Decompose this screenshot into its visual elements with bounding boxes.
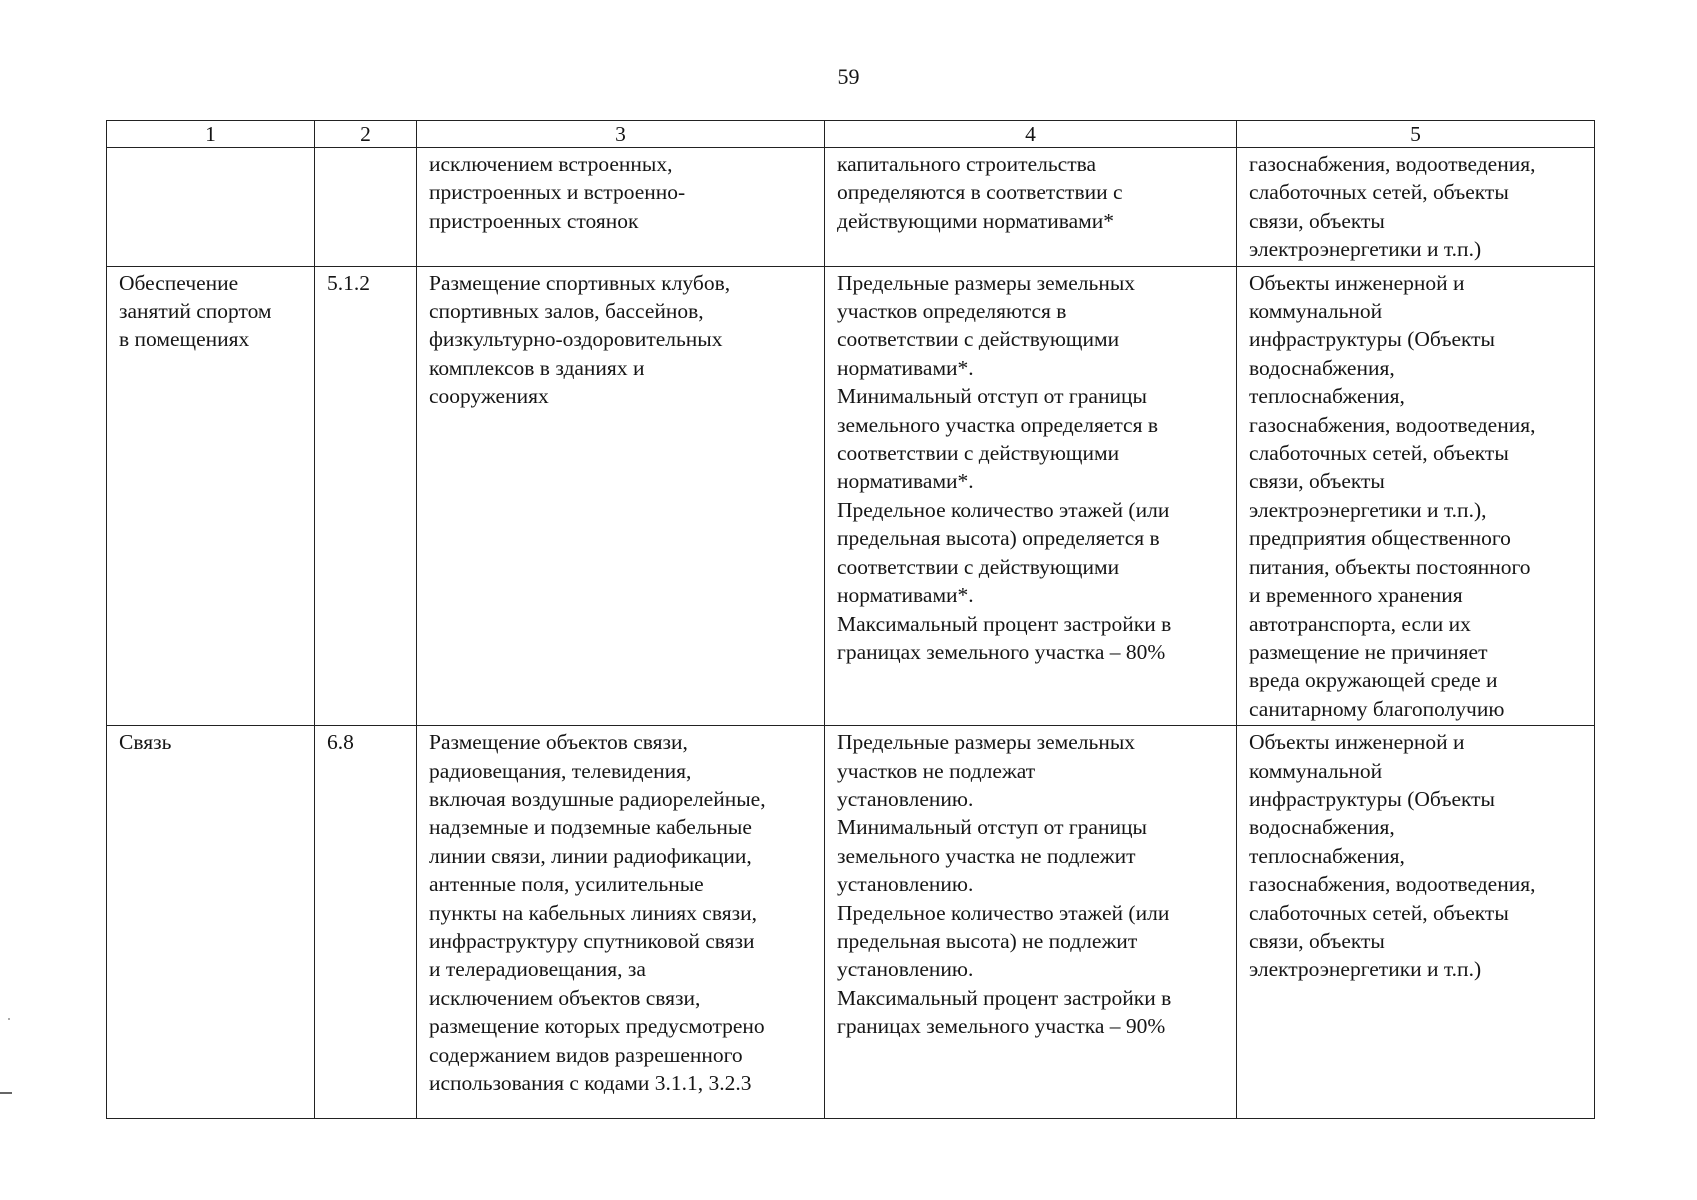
cell-text-line: определяются в соответствии с <box>837 180 1123 205</box>
cell-text-line: водоснабжения, <box>1249 815 1395 840</box>
use-description-cell <box>417 266 825 726</box>
land-use-table <box>106 120 1595 1119</box>
auxiliary-uses-cell <box>1237 726 1595 1119</box>
cell-text-line: границах земельного участка – 80% <box>837 639 1166 664</box>
cell-text-line: и временного хранения <box>1249 583 1463 608</box>
cell-text-line: 5.1.2 <box>327 270 370 295</box>
cell-text-line: предельная высота) определяется в <box>837 526 1160 551</box>
cell-text-line: водоснабжения, <box>1249 355 1395 380</box>
parameters-cell <box>825 266 1237 726</box>
cell-text-line: Максимальный процент застройки в <box>837 611 1172 636</box>
cell-text-line: Предельные размеры земельных <box>837 730 1136 755</box>
header-cell-1: 1 <box>107 121 315 148</box>
cell-text-line: участков определяются в <box>837 299 1067 324</box>
cell-text-line: предельная высота) не подлежит <box>837 928 1138 953</box>
cell-text-line: соответствии с действующими <box>837 554 1120 579</box>
cell-text-line: антенные поля, усилительные <box>429 872 704 897</box>
cell-text-line: земельного участка определяется в <box>837 412 1158 437</box>
use-code-cell <box>315 148 417 267</box>
cell-text-line: Размещение объектов связи, <box>429 730 688 755</box>
cell-text-line: электроэнергетики и т.п.), <box>1249 497 1487 522</box>
cell-text-line: Минимальный отступ от границы <box>837 384 1147 409</box>
header-cell-2: 2 <box>315 121 417 148</box>
cell-text-line: Минимальный отступ от границы <box>837 815 1147 840</box>
cell-text-line: капитального строительства <box>837 152 1097 176</box>
cell-text-line: слаботочных сетей, объекты <box>1249 180 1509 205</box>
use-code-cell <box>315 726 417 1119</box>
cell-text-line: установлению. <box>837 872 974 897</box>
cell-text-line: электроэнергетики и т.п.) <box>1249 957 1482 982</box>
cell-text-line: радиовещания, телевидения, <box>429 758 692 783</box>
cell-text-line: размещение которых предусмотрено <box>429 1014 765 1039</box>
auxiliary-uses-cell <box>1237 148 1595 267</box>
cell-text-line: Связь <box>119 730 172 755</box>
cell-text-line: линии связи, линии радиофикации, <box>429 843 752 868</box>
use-description-cell <box>417 726 825 1119</box>
scan-edge-mark <box>0 1092 12 1094</box>
table-header-row <box>107 121 1595 148</box>
cell-text-line: в помещениях <box>119 327 250 352</box>
cell-text-line: использования с кодами 3.1.1, 3.2.3 <box>429 1071 752 1095</box>
cell-text-line: 6.8 <box>327 730 354 755</box>
cell-text-line: нормативами*. <box>837 583 974 608</box>
cell-text-line: Максимальный процент застройки в <box>837 985 1172 1010</box>
cell-text-line: спортивных залов, бассейнов, <box>429 299 704 324</box>
use-description-cell <box>417 148 825 267</box>
cell-text-line: слаботочных сетей, объекты <box>1249 900 1509 925</box>
cell-text-line: инфраструктуры (Объекты <box>1249 786 1496 811</box>
cell-text-line: действующими нормативами* <box>837 208 1115 233</box>
cell-text-line: исключением встроенных, <box>429 152 673 176</box>
cell-text-line: вреда окружающей среде и <box>1249 668 1498 693</box>
cell-text-line: границах земельного участка – 90% <box>837 1014 1166 1039</box>
cell-text-line: надземные и подземные кабельные <box>429 815 752 840</box>
cell-text-line: пристроенных стоянок <box>429 208 639 233</box>
cell-text-line: сооружениях <box>429 384 549 409</box>
parameters-cell <box>825 726 1237 1119</box>
cell-text-line: нормативами*. <box>837 469 974 494</box>
cell-text-line: комплексов в зданиях и <box>429 355 645 380</box>
cell-text-line: земельного участка не подлежит <box>837 843 1136 868</box>
cell-text-line: питания, объекты постоянного <box>1249 554 1531 579</box>
table-row <box>107 726 1595 1119</box>
cell-text-line: электроэнергетики и т.п.) <box>1249 237 1482 262</box>
cell-text-line: автотранспорта, если их <box>1249 611 1471 636</box>
use-name-cell <box>107 148 315 267</box>
cell-text-line: теплоснабжения, <box>1249 384 1405 409</box>
cell-text-line: установлению. <box>837 786 974 811</box>
cell-text-line: и телерадиовещания, за <box>429 957 646 982</box>
cell-text-line: физкультурно-оздоровительных <box>429 327 723 352</box>
cell-text-line: коммунальной <box>1249 299 1383 324</box>
cell-text-line: коммунальной <box>1249 758 1383 783</box>
page-number: 59 <box>837 64 860 89</box>
cell-text-line: пристроенных и встроенно- <box>429 180 686 205</box>
cell-text-line: содержанием видов разрешенного <box>429 1042 743 1067</box>
header-cell-4: 4 <box>825 121 1237 148</box>
cell-text-line: нормативами*. <box>837 355 974 380</box>
auxiliary-uses-cell <box>1237 266 1595 726</box>
cell-text-line: газоснабжения, водоотведения, <box>1249 412 1536 437</box>
cell-text-line: слаботочных сетей, объекты <box>1249 441 1509 466</box>
cell-text-line: Объекты инженерной и <box>1249 730 1465 755</box>
cell-text-line: соответствии с действующими <box>837 441 1120 466</box>
header-cell-5: 5 <box>1237 121 1595 148</box>
cell-text-line: Предельные размеры земельных <box>837 270 1136 295</box>
cell-text-line: Предельное количество этажей (или <box>837 900 1170 925</box>
cell-text-line: инфраструктуры (Объекты <box>1249 327 1496 352</box>
use-code-cell <box>315 266 417 726</box>
parameters-cell <box>825 148 1237 267</box>
cell-text-line: участков не подлежат <box>837 758 1036 783</box>
cell-text-line: соответствии с действующими <box>837 327 1120 352</box>
cell-text-line: связи, объекты <box>1249 208 1385 233</box>
cell-text-line: теплоснабжения, <box>1249 843 1405 868</box>
cell-text-line: Предельное количество этажей (или <box>837 497 1170 522</box>
cell-text-line: включая воздушные радиорелейные, <box>429 786 766 811</box>
cell-text-line: санитарному благополучию <box>1249 696 1505 721</box>
cell-text-line: Обеспечение <box>119 270 239 295</box>
scan-speck <box>8 1018 10 1020</box>
table-row <box>107 148 1595 267</box>
cell-text-line: установлению. <box>837 957 974 982</box>
cell-text-line: предприятия общественного <box>1249 526 1511 551</box>
cell-text-line: инфраструктуру спутниковой связи <box>429 928 755 953</box>
cell-text-line: связи, объекты <box>1249 469 1385 494</box>
cell-text-line: газоснабжения, водоотведения, <box>1249 152 1536 176</box>
cell-text-line: пункты на кабельных линиях связи, <box>429 900 757 925</box>
cell-text-line: Объекты инженерной и <box>1249 270 1465 295</box>
use-name-cell <box>107 266 315 726</box>
cell-text-line: газоснабжения, водоотведения, <box>1249 872 1536 897</box>
header-cell-3: 3 <box>417 121 825 148</box>
cell-text-line: связи, объекты <box>1249 928 1385 953</box>
cell-text-line: Размещение спортивных клубов, <box>429 270 731 295</box>
table-row <box>107 266 1595 726</box>
cell-text-line: размещение не причиняет <box>1249 639 1488 664</box>
cell-text-line: занятий спортом <box>119 299 272 324</box>
use-name-cell <box>107 726 315 1119</box>
cell-text-line: исключением объектов связи, <box>429 985 701 1010</box>
